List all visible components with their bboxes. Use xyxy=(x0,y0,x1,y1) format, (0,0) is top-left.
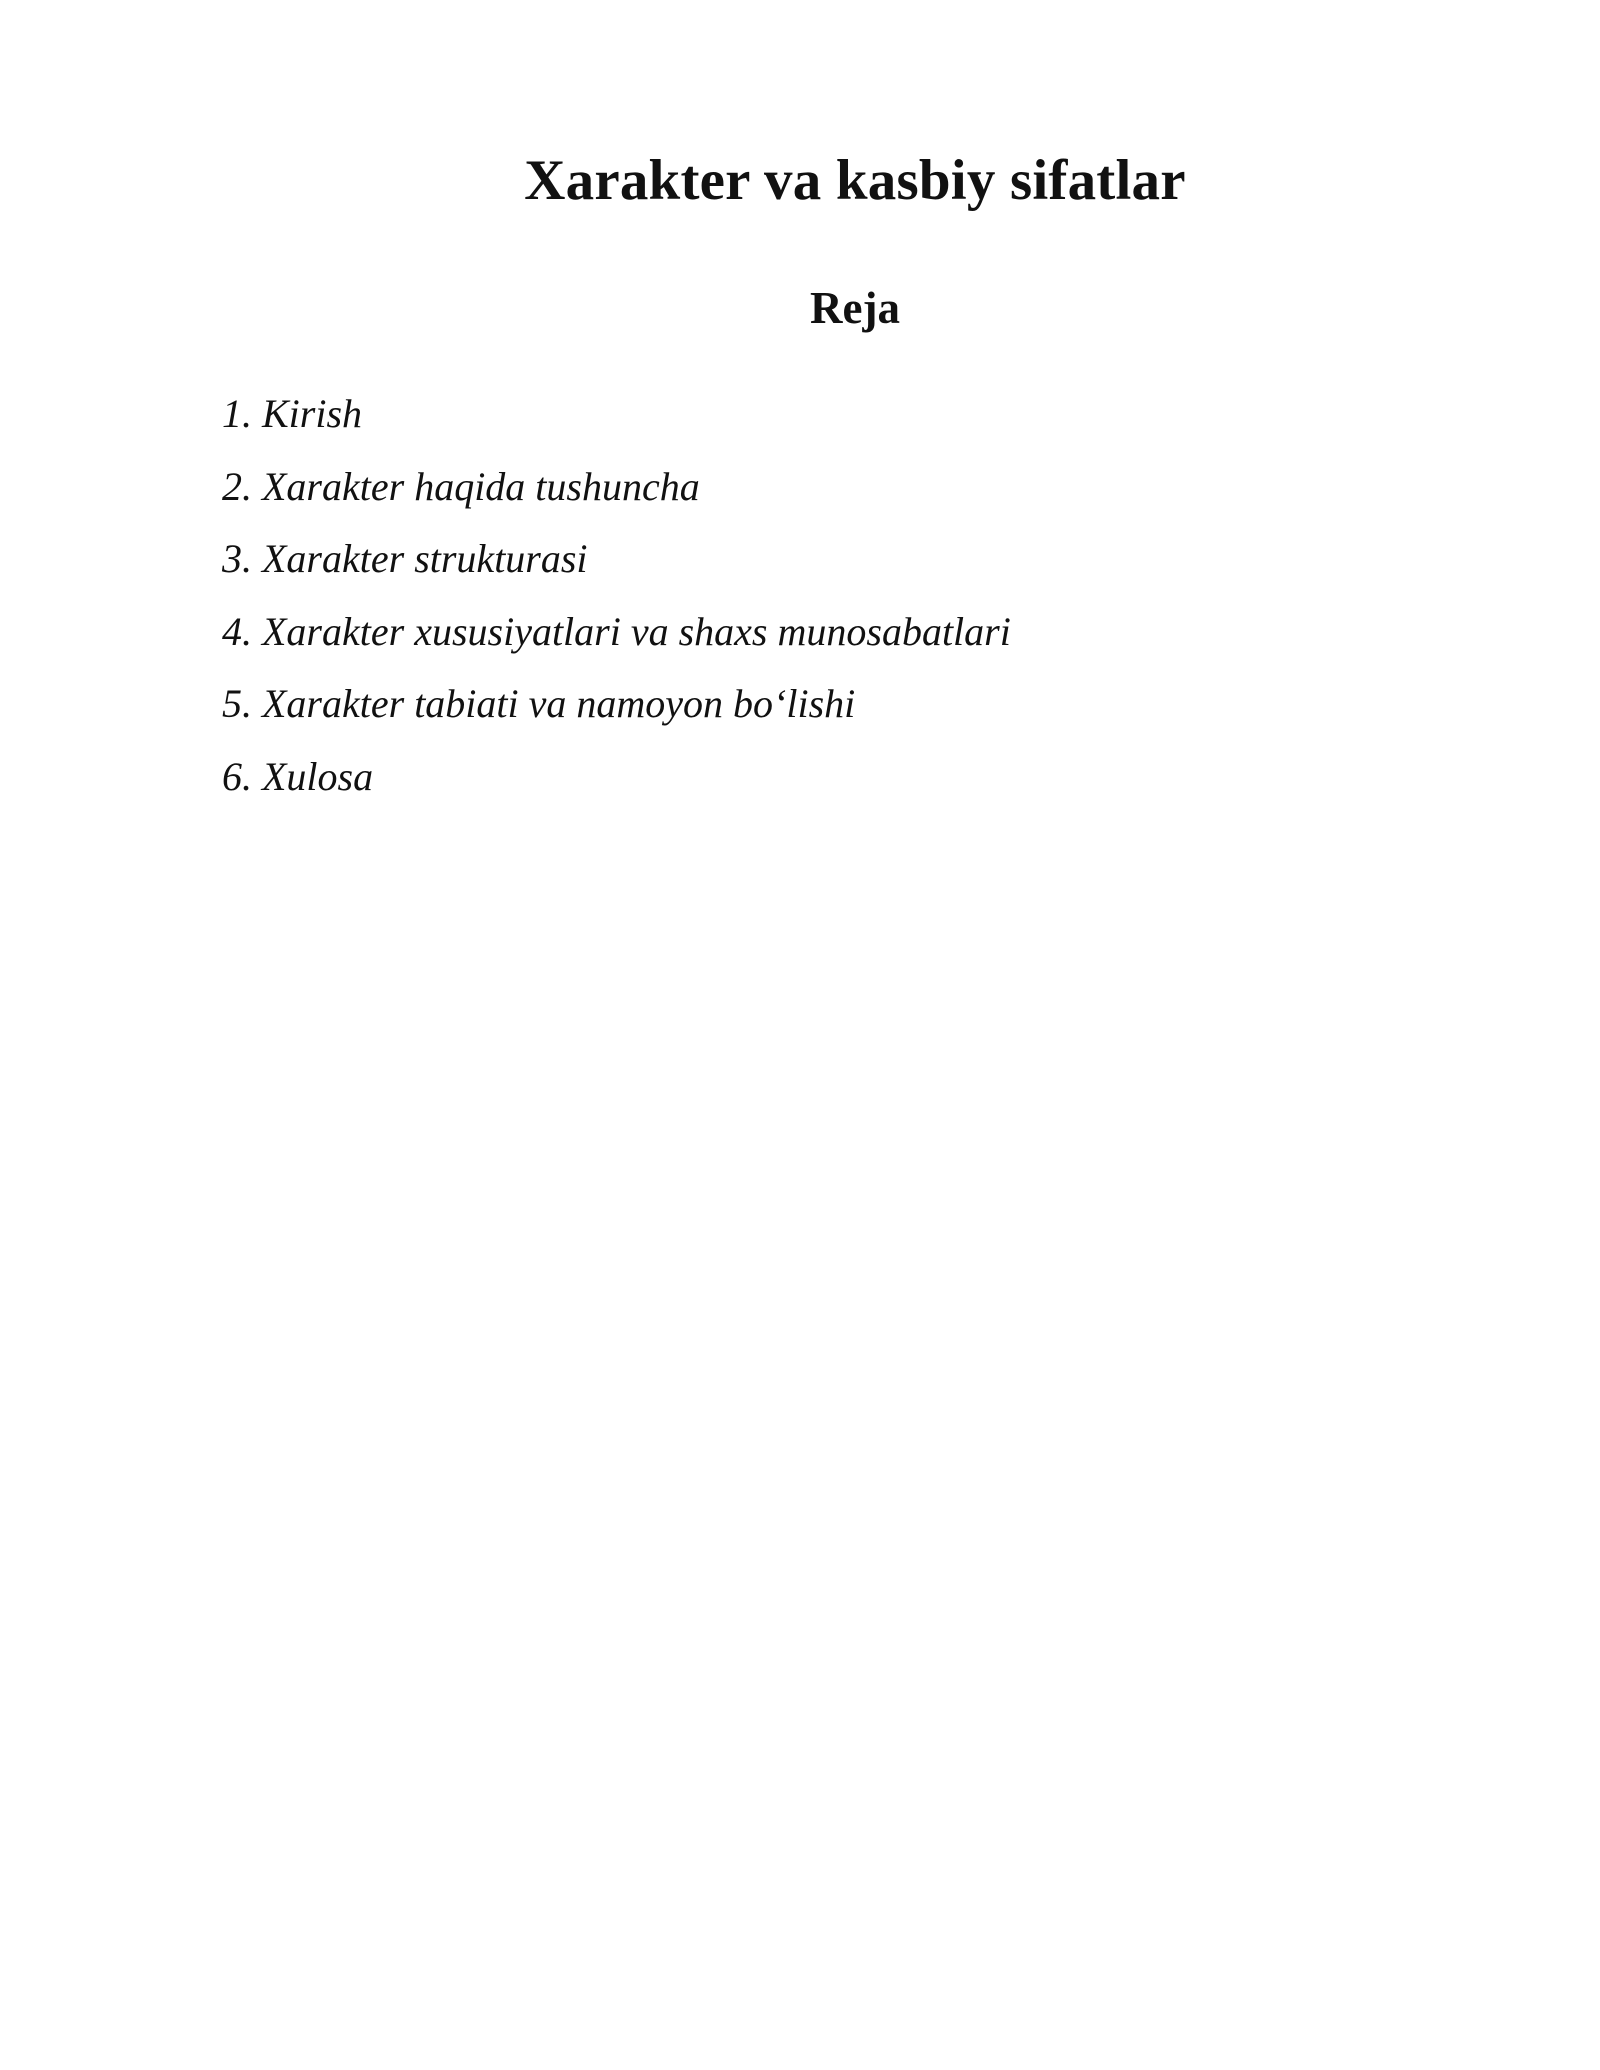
document-title: Xarakter va kasbiy sifatlar xyxy=(524,149,1186,212)
plan-item-kirish: 1. Kirish xyxy=(222,391,363,436)
plan-item-xarakter-haqida-tushuncha: 2. Xarakter haqida tushuncha xyxy=(222,463,700,509)
plan-list xyxy=(222,390,1011,825)
plan-item-xarakter-tabiati: 5. Xarakter tabiati va namoyon bo‘lishi xyxy=(222,681,856,726)
plan-item-xulosa: 6. Xulosa xyxy=(222,753,374,799)
plan-heading: Reja xyxy=(810,283,900,333)
plan-item-xarakter-strukturasi: 3. Xarakter strukturasi xyxy=(222,536,588,581)
plan-item-xarakter-xususiyatlari: 4. Xarakter xususiyatlari va shaxs munosabatlari xyxy=(222,608,1011,654)
